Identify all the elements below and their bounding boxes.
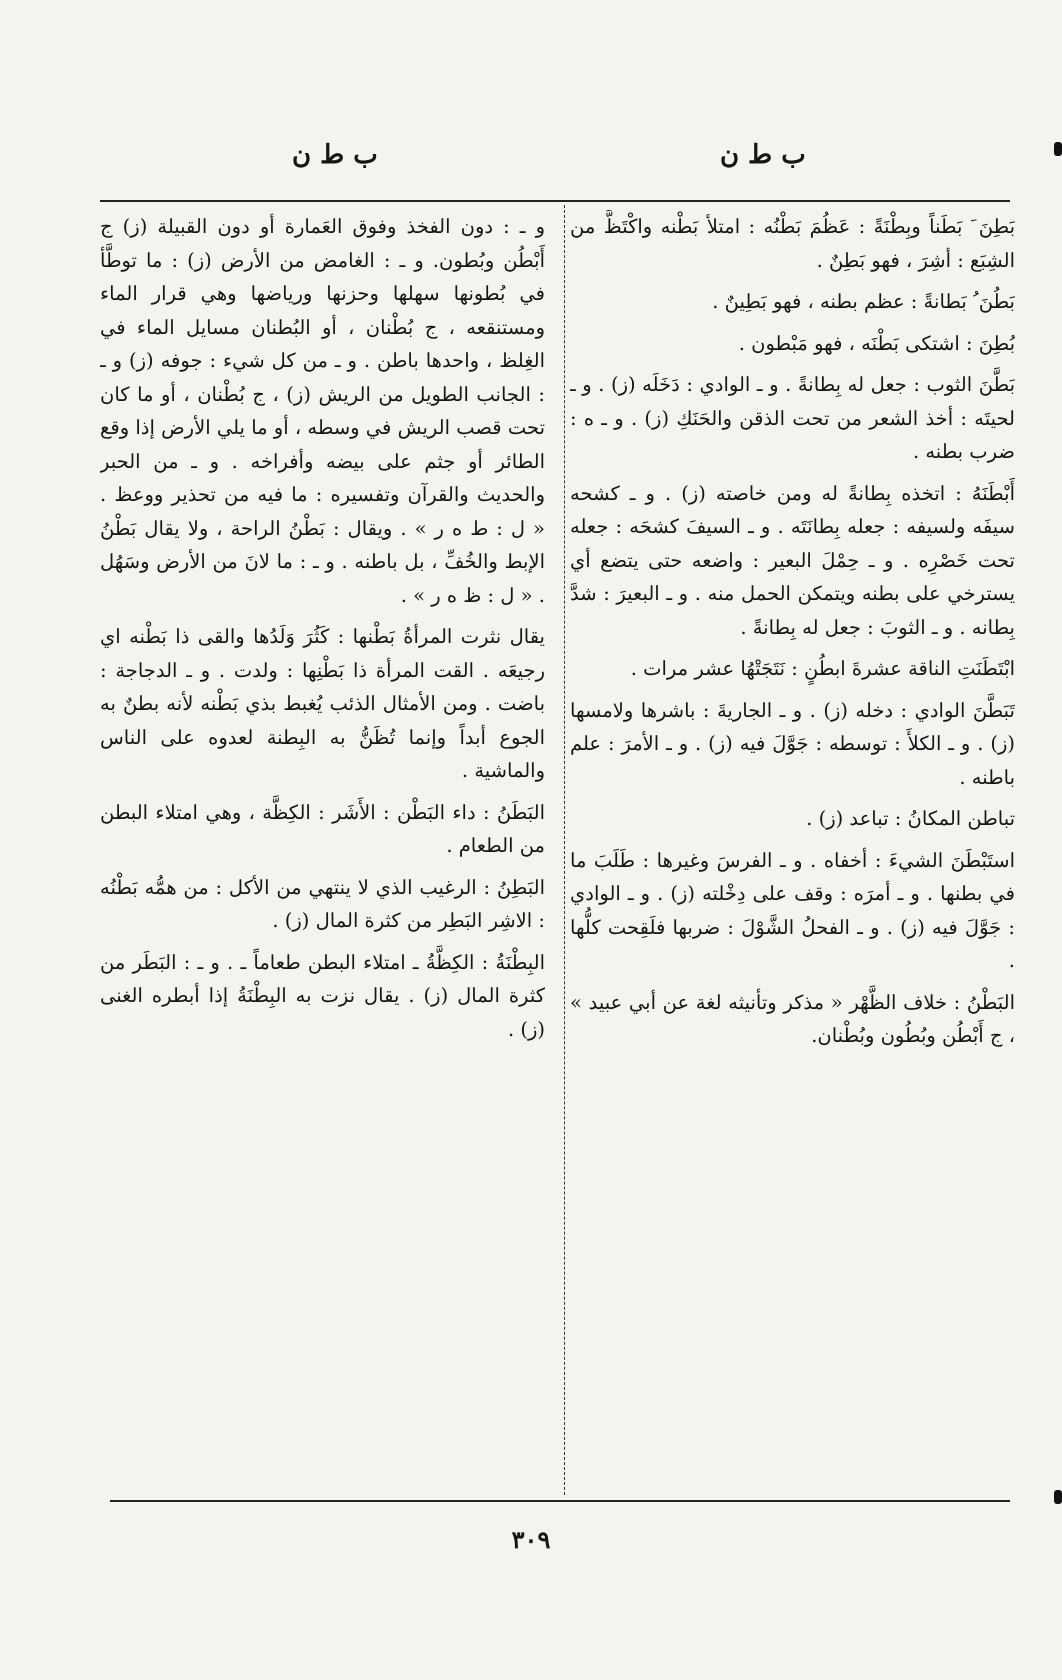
entry: [570, 285, 1015, 319]
entry: [570, 210, 1015, 277]
entry: [100, 796, 545, 863]
top-rule: [100, 200, 1010, 202]
edge-mark: [1054, 142, 1062, 156]
entry: [570, 477, 1015, 645]
entry-text: تباطن المكانُ : تباعد (ز) .: [806, 807, 1015, 830]
entry-text: البَطِنُ : الرغيب الذي لا ينتهي من الأكل : من همُّه بَطْنُه : الاشِر البَطِر من كثرة المال (ز) .: [100, 875, 545, 932]
entry: [570, 986, 1015, 1053]
header-left: ب ط ن: [292, 140, 378, 170]
entry-text: ابْتَطَنَتِ الناقة عشرةَ ابطُنٍ : نَتَجَتْهُا عشر مرات .: [630, 657, 1015, 680]
entry-text: بَطَّنَ الثوب : جعل له بِطانةً . و ـ الوادي : دَخَلَه (ز) . و ـ لحيتَه : أخذ الشعر من تحت الذقن والحَنَكِ (ز) . و ـ ه : ضرب بطنه .: [570, 373, 1015, 463]
entry-text: بُطِنَ : اشتكى بَطْنَه ، فهو مَبْطون .: [738, 331, 1015, 355]
entry: [100, 871, 545, 938]
entry: [570, 368, 1015, 469]
entry-text: يقال نثرت المرأةُ بَطْنها : كَثُرَ وَلَدُها والقى ذا بَطْنه اي رجيعَه . القت المرأة ذا بَطْنِها : ولدت . و ـ الدجاجة : باضت . ومن الأمثال الذئب يُغبط بذي بَطْنه لأنه بطنٌ به الجوع أبداً وإنما تُظَنُّ به البِطنة لعدوه على الناس والماشية .: [100, 625, 545, 782]
entry: [570, 694, 1015, 795]
entry: [570, 844, 1015, 978]
entry-text: أَبْطَنَهُ : اتخذه بِطانةً له ومن خاصته (ز) . و ـ كشحه سيفَه ولسيفه : جعله بِطانَتَه . و ـ السيفَ كشحَه : جعله تحت خَصْرِه . و ـ حِمْلَ البعير : واضعه حتى يتضع أي يسترخي على بطنه ويتمكن الحمل منه . و ـ البعيرَ : شدَّ بِطانه . و ـ الثوبَ : جعل له بِطانةً .: [570, 481, 1015, 639]
entry-text: بَطُنَ ُ بَطانةً : عظم بطنه ، فهو بَطِينٌ .: [712, 290, 1015, 313]
entry: [100, 946, 545, 1047]
column-divider: [564, 205, 565, 1495]
entry-text: و ـ : دون الفخذ وفوق العَمارة أو دون القبيلة (ز) ج أَبْطُن وبُطون. و ـ : الغامض من الأرض (ز) : ما توطَّأ في بُطونها سهلها وحزنها ورياضها وهي قرار الماء ومستنقعه ، ج بُطْنان ، أو البُطنان مسايل الماء في الغِلظ ، واحدها باطن . و ـ من كل شيء : جوفه (ز) و ـ : الجانب الطويل من الريش (ز) ، ج بُطْنان ، أو ما كان تحت قصب الريش في وسطه ، أو ما يلي الأرض إذا وقع الطائر أو جثم على بيضه وأفراخه . و ـ من الحبر والحديث والقرآن وتفسيره : ما فيه من تحذير ووعظ . « ل : ط ه ر » . ويقال : بَطْنُ الراحة ، ولا يقال بَطْنُ الإبط والخُفِّ ، بل باطنه . و ـ : ما لانَ من الأرض وسَهُل . « ل : ظ ه ر » .: [100, 215, 545, 607]
entry: [100, 620, 545, 788]
entry-text: بَطِنَ َ بَطَناً وبِطْنَةً : عَظُمَ بَطْنُه : امتلأ بَطْنه واكْتَظَّ من الشِبَع : أشِرَ ، فهو بَطِنٌ .: [570, 215, 1015, 272]
bottom-rule: [110, 1500, 1010, 1502]
entry: [570, 327, 1015, 361]
entry-text: البَطْنُ : خلاف الظَّهْر « مذكر وتأنيثه لغة عن أبي عبيد » ، ج أَبْطُن وبُطُون وبُطْنان.: [570, 990, 1015, 1047]
entry-text: تَبَطَّنَ الوادي : دخله (ز) . و ـ الجاريةَ : باشرها ولامسها (ز) . و ـ الكلأَ : توسطه : جَوَّلَ فيه (ز) . و ـ الأمرَ : علم باطنه .: [570, 698, 1015, 789]
entry: [570, 652, 1015, 686]
entry-text: البِطْنَةُ : الكِظَّةُ ـ امتلاء البطن طعاماً ـ . و ـ : البَطَر من كثرة المال (ز) . يقال نزت به البِطْنَةُ إذا أبطره الغنى (ز) .: [100, 950, 545, 1041]
edge-mark: [1054, 1490, 1062, 1504]
entry-text: استَبْطَنَ الشيءَ : أخفاه . و ـ الفرسَ وغيرها : طَلَبَ ما في بطنها . و ـ أمرَه : وقف على دِخْلته (ز) . و ـ الوادي : جَوَّلَ فيه (ز) . و ـ الفحلُ الشَّوْلَ : ضربها فلَقِحت كلُّها .: [570, 848, 1015, 972]
right-column: [570, 210, 1015, 1495]
entry: [570, 802, 1015, 836]
left-column: [100, 210, 545, 1495]
entry: [100, 210, 545, 612]
page-number: ٣٠٩: [511, 1525, 551, 1554]
entry-text: البَطَنُ : داء البَطْن : الأَشَر : الكِظَّة ، وهي امتلاء البطن من الطعام .: [100, 800, 545, 857]
header-right: ب ط ن: [720, 140, 806, 170]
